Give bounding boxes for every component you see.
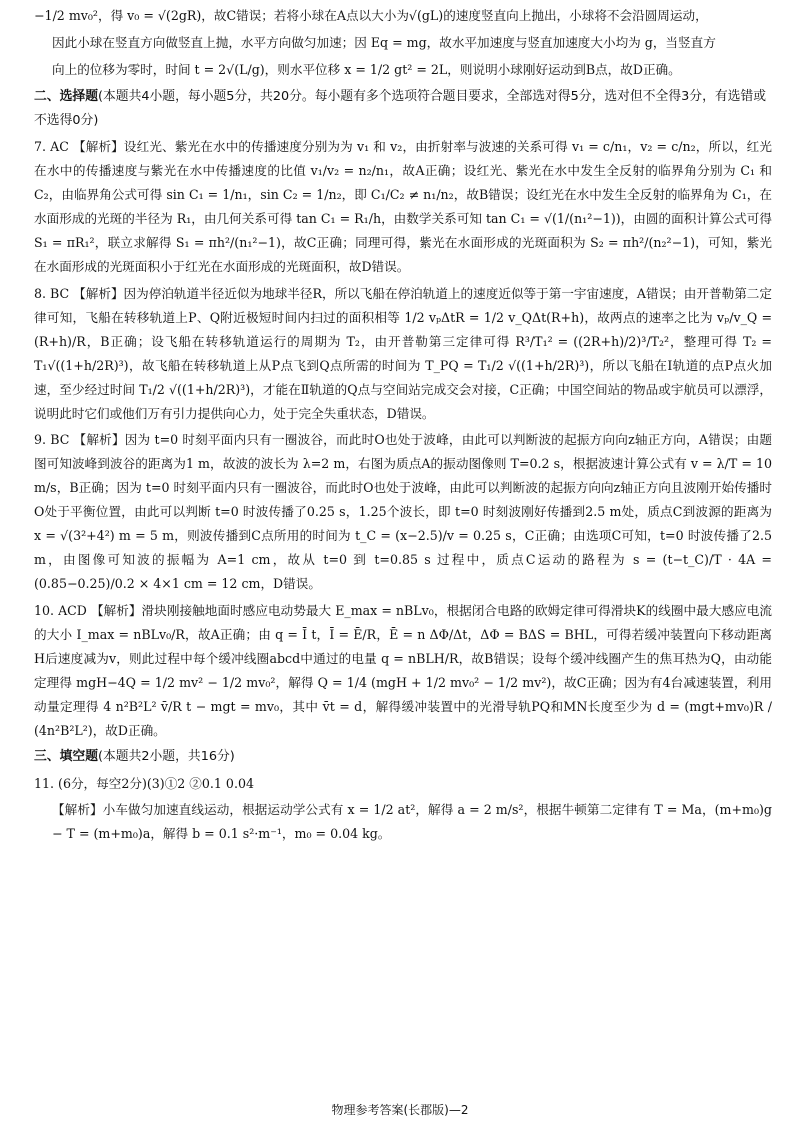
- intro-line-1: −1/2 mv₀²，得 v₀ = √(2gR)，故C错误；若将小球在A点以大小为√(gL)的速度竖直向上抛出，小球将不会沿圆周运动，: [34, 8, 708, 23]
- section-3-title: 三、填空题: [34, 749, 98, 765]
- section-2-note: (本题共4小题，每小题5分，共20分。每小题有多个选项符合题目要求，全部选对得5分，选对但不全得3分，有选错或不选得0分): [34, 88, 767, 129]
- question-8-solution: 8. BC 【解析】因为停泊轨道半径近似为地球半径R，所以飞船在停泊轨道上的速度近似等于第一宇宙速度，A错误；由开普勒第二定律可知，飞船在转移轨道上P、Q附近极短时间内扫过的面积相等 1/2 vₚΔtR = 1/2 v_QΔt(R+h)，故两点的速率之比为 vₚ/v_Q = (R+h)/R，B正确；设飞船在转移轨道运行的周期为 T₂，由开普勒第三定律可得 R³/T₁² = ((2R+h)/2)³/T₂²，整理可得 T₂ = T₁√((1+h/2R)³)，故飞船在转移轨道上从P点飞到Q点所需的时间为 T_PQ = T₁/2 √((1+h/2R)³)，所以飞船在Ⅰ轨道的点P点火加速，至少经过时间 T₁/2 √((1+h/2R)³)，才能在Ⅱ轨道的Q点与空间站完成交会对接，C正确；中国空间站的物品或宇航员可以漂浮，说明此时它们或他们万有引力提供向心力，处于完全失重状态，D错误。: [34, 285, 772, 421]
- section-2-heading: [34, 85, 772, 134]
- intro-line-3: 向上的位移为零时，时间 t = 2√(L/g)，则水平位移 x = 1/2 gt² = 2L，则说明小球刚好运动到B点，故D正确。: [52, 61, 681, 77]
- question-11-answer: 11. (6分，每空2分)(3)①2 ②0.1 0.04: [34, 775, 254, 791]
- question-10-solution: 10. ACD 【解析】滑块刚接触地面时感应电动势最大 E_max = nBLv₀，根据闭合电路的欧姆定律可得滑块K的线圈中最大感应电流的大小 I_max = nBLv₀/R，故A正确；由 q = Ī t，Ī = Ē/R，Ē = n ΔΦ/Δt，ΔΦ = BΔS = BHL，可得若缓冲装置向下移动距离H后速度减为v，则此过程中每个缓冲线圈abcd中通过的电量 q = nBLH/R，故B错误；设每个缓冲线圈产生的焦耳热为Q，由动能定理得 mgH−4Q = 1/2 mv² − 1/2 mv₀²，解得 Q = 1/4 (mgH + 1/2 mv₀² − 1/2 mv²)，故C正确；因为有4台减速装置，利用动量定理得 4 n²B²L² v̄/R t − mgt = mv₀，其中 v̄t = d，解得缓冲装置中的光滑导轨PQ和MN长度至少为 d = (mgt+mv₀)R / (4n²B²L²)，故D正确。: [34, 602, 772, 738]
- page-footer: 物理参考答案(长郡版)—2: [331, 1103, 469, 1118]
- section-3-note: (本题共2小题，共16分): [97, 749, 235, 765]
- question-9-solution: 9. BC 【解析】因为 t=0 时刻平面内只有一圈波谷，而此时O也处于波峰，由此可以判断波的起振方向向z轴正方向，A错误；由题图可知波峰到波谷的距离为1 m，故波的波长为 λ=2 m，右图为质点A的振动图像则 T=0.2 s，根据波速计算公式有 v = λ/T = 10 m/s，B正确；因为 t=0 时刻平面内只有一圈波谷，而此时O也处于波峰，由此可以判断波的起振方向向z轴正方向且波刚开始传播时O处于平衡位置，由此可以判断 t=0 时波传播了0.25 s，1.25个波长，即 t=0 时刻波刚好传播到2.5 m处，质点C到波源的距离为 x = √(3²+4²) m = 5 m，则波传播到C点所用的时间为 t_C = (x−2.5)/v = 0.25 s，C正确；由选项C可知，t=0 时波传播了2.5 m，由图像可知波的振幅为 A=1 cm，故从 t=0 到 t=0.85 s 过程中，质点C运动的路程为 s = (t−t_C)/T · 4A = (0.85−0.25)/0.2 × 4×1 cm = 12 cm，D错误。: [34, 432, 772, 591]
- question-11-analysis: 【解析】小车做匀加速直线运动，根据运动学公式有 x = 1/2 at²，解得 a = 2 m/s²，根据牛顿第二定律有 T = Ma，(m+m₀)g − T = (m+m₀)a，解得 b = 0.1 s²·m⁻¹，m₀ = 0.04 kg。: [52, 801, 772, 841]
- intro-line-2: 因此小球在竖直方向做竖直上抛，水平方向做匀加速；因 Eq = mg，故水平加速度与竖直加速度大小均为 g，当竖直方: [52, 34, 716, 50]
- section-3-heading: [34, 745, 772, 769]
- section-2-title: 二、选择题: [34, 88, 98, 104]
- question-7-solution: 7. AC 【解析】设红光、紫光在水中的传播速度分别为为 v₁ 和 v₂，由折射率与波速的关系可得 v₁ = c/n₁，v₂ = c/n₂，所以，红光在水中的传播速度与紫光在水中传播速度的比值 v₁/v₂ = n₂/n₁，故A正确；设红光、紫光在水中发生全反射的临界角分别为 C₁ 和 C₂，由临界角公式可得 sin C₁ = 1/n₁，sin C₂ = 1/n₂，即 C₁/C₂ ≠ n₁/n₂，故B错误；设红光在水中发生全反射的临界角为 C₁，在水面形成的光斑的半径为 R₁，由几何关系可得 tan C₁ = R₁/h，由数学关系可知 tan C₁ = √(1/(n₁²−1))，由圆的面积计算公式可得 S₁ = πR₁²，联立求解得 S₁ = πh²/(n₁²−1)，故C正确；同理可得，紫光在水面形成的光斑面积为 S₂ = πh²/(n₂²−1)，可知，紫光在水面形成的光斑面积小于红光在水面形成的光斑面积，故D错误。: [34, 139, 772, 274]
